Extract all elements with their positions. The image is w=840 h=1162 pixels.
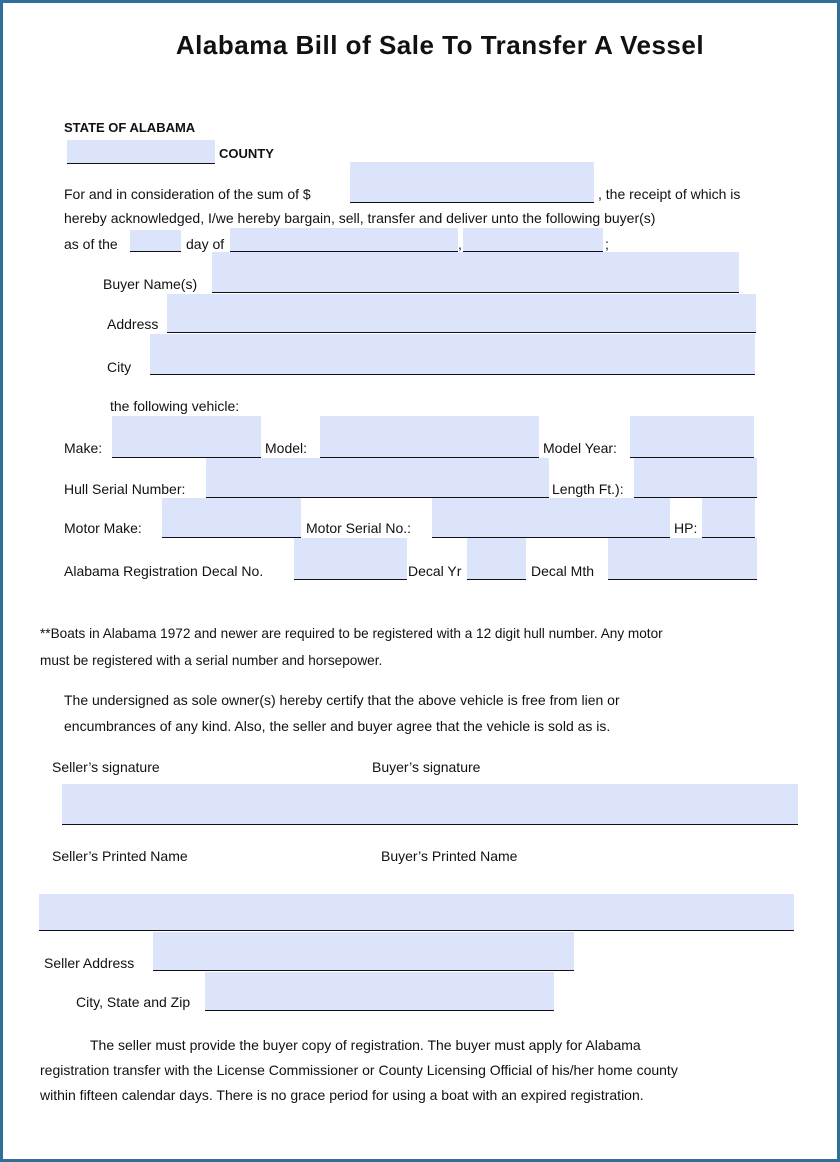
seller-printed-name-label: Seller’s Printed Name xyxy=(52,848,188,864)
length-label: Length Ft.): xyxy=(552,481,624,497)
consideration-line3-a: as of the xyxy=(64,236,118,252)
model-year-field[interactable] xyxy=(630,416,754,458)
month-field[interactable] xyxy=(230,228,458,252)
footer-line3: within fifteen calendar days. There is no grace period for using a boat with an expired registration. xyxy=(40,1087,644,1103)
buyer-city-label: City xyxy=(107,359,132,375)
consideration-line3-b: day of xyxy=(186,236,225,252)
buyer-printed-name-label: Buyer’s Printed Name xyxy=(381,848,518,864)
footer-line2: registration transfer with the License Commissioner or County Licensing Official of his/her home county xyxy=(40,1062,678,1078)
notice-line2: must be registered with a serial number and horsepower. xyxy=(40,653,383,668)
notice-line1: **Boats in Alabama 1972 and newer are required to be registered with a 12 digit hull number. Any motor xyxy=(40,626,663,641)
model-year-label: Model Year: xyxy=(543,440,617,456)
buyer-city-field[interactable] xyxy=(150,334,755,375)
consideration-line2: hereby acknowledged, I/we hereby bargain, sell, transfer and deliver unto the following buyer(s) xyxy=(64,210,656,226)
buyer-name-label: Buyer Name(s) xyxy=(103,276,198,292)
hull-serial-label: Hull Serial Number: xyxy=(64,481,186,497)
county-label: COUNTY xyxy=(219,146,274,161)
make-field[interactable] xyxy=(112,416,261,458)
decal-mth-label: Decal Mth xyxy=(531,563,595,579)
model-field[interactable] xyxy=(320,416,539,458)
motor-make-field[interactable] xyxy=(162,498,301,538)
certify-line2: encumbrances of any kind. Also, the seller and buyer agree that the vehicle is sold as is. xyxy=(64,718,611,734)
decal-yr-field[interactable] xyxy=(467,538,526,580)
county-field[interactable] xyxy=(67,140,215,164)
buyer-address-field[interactable] xyxy=(167,294,756,333)
printed-name-field[interactable] xyxy=(39,894,794,931)
decal-yr-label: Decal Yr xyxy=(408,563,462,579)
decal-no-label: Alabama Registration Decal No. xyxy=(64,563,264,579)
document-title: Alabama Bill of Sale To Transfer A Vessel xyxy=(175,30,705,60)
signature-field[interactable] xyxy=(62,784,798,825)
motor-serial-field[interactable] xyxy=(432,498,670,538)
seller-address-field[interactable] xyxy=(153,932,574,971)
decal-no-field[interactable] xyxy=(294,538,407,580)
vehicle-intro: the following vehicle: xyxy=(110,398,240,414)
day-field[interactable] xyxy=(130,230,181,252)
length-field[interactable] xyxy=(634,458,757,498)
footer-line1: The seller must provide the buyer copy of registration. The buyer must apply for Alabama xyxy=(90,1037,641,1053)
consideration-line1-b: , the receipt of which is xyxy=(598,186,741,202)
consideration-line1-a: For and in consideration of the sum of $ xyxy=(64,186,311,202)
decal-mth-field[interactable] xyxy=(608,538,757,580)
state-label: STATE OF ALABAMA xyxy=(64,120,196,135)
hp-label: HP: xyxy=(674,520,698,536)
certify-line1: The undersigned as sole owner(s) hereby certify that the above vehicle is free from lien or xyxy=(64,692,620,708)
buyer-signature-label: Buyer’s signature xyxy=(372,759,481,775)
seller-address-label: Seller Address xyxy=(44,955,135,971)
city-state-zip-label: City, State and Zip xyxy=(76,994,191,1010)
make-label: Make: xyxy=(64,440,103,456)
model-label: Model: xyxy=(265,440,308,456)
hp-field[interactable] xyxy=(702,498,755,538)
motor-make-label: Motor Make: xyxy=(64,520,142,536)
hull-serial-field[interactable] xyxy=(206,458,549,498)
semicolon: ; xyxy=(605,236,609,252)
comma: , xyxy=(458,236,462,252)
buyer-address-label: Address xyxy=(107,316,159,332)
motor-serial-label: Motor Serial No.: xyxy=(306,520,412,536)
sum-field[interactable] xyxy=(350,162,594,203)
year-field[interactable] xyxy=(463,228,603,252)
seller-signature-label: Seller’s signature xyxy=(52,759,160,775)
buyer-name-field[interactable] xyxy=(212,252,739,293)
city-state-zip-field[interactable] xyxy=(205,972,554,1011)
